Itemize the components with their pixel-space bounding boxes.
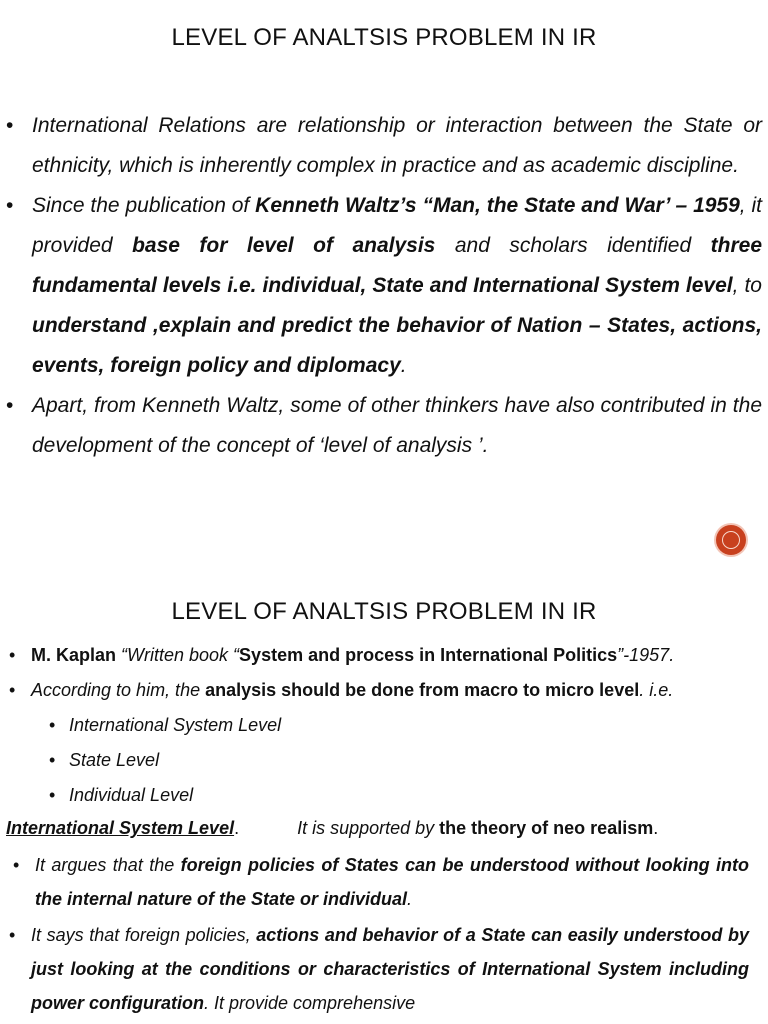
text: . [407,889,413,909]
bold-text: Kenneth Waltz’s “Man, the State and War’ – 1959 [255,194,740,217]
bold-text: M. Kaplan [31,645,117,665]
text: ”-1957. [617,645,675,665]
bullet-other-thinkers: • Apart, from Kenneth Waltz, some of other thinkers have also contributed in the development of the concept of ‘level of analysis ’. [32,386,762,466]
text: . [234,818,240,838]
text: , to [732,274,762,297]
bold-text: foreign policies of States can be understood without looking into the internal nature of the State or individual [35,855,749,909]
bold-text: three fundamental levels i.e. individual, State and International System level [32,234,762,297]
bullet-ir-definition: • International Relations are relationship or interaction between the State or ethnicity, which is inherently complex in practice and as academic discipline. [32,106,762,186]
level-item: • International System Level [69,708,669,742]
text: Since the publication of [32,194,256,217]
bold-text: System and process in International Politics [239,645,618,665]
bold-text: actions and behavior of a State can easily understood by just looking at the conditions or characteristics of International System including power configuration [31,925,750,1013]
text: “Written book “ [116,645,240,665]
level-item: • Individual Level [69,778,669,812]
bold-text: analysis should be done from macro to micro level [205,680,640,700]
text: It is supported by [297,818,440,838]
slide-1-bullets [32,106,762,466]
text: . [653,818,659,838]
bullet-argues [35,848,749,916]
isl-heading: International System Level [6,818,235,838]
text: . i.e. [639,680,674,700]
bold-text: the theory of neo realism [439,818,654,838]
bullet-says [31,918,749,1020]
text: . [400,354,407,377]
slide-1-title: LEVEL OF ANALTSIS PROBLEM IN IR [171,24,597,51]
text: According to him, the [31,680,206,700]
text: and scholars identified [435,234,711,257]
orange-circle-logo-icon [716,525,746,555]
bullet-waltz [32,186,762,386]
bold-text: understand ,explain and predict the behavior of Nation – States, actions, events, foreign policy and diplomacy [32,314,762,377]
level-item: • State Level [69,743,669,777]
bullet-kaplan [31,638,761,672]
text: . It provide comprehensive [204,993,416,1013]
text: It says that foreign policies, [31,925,257,945]
isl-line [6,818,766,839]
text: , it provided [32,194,763,257]
text: It argues that the [35,855,181,875]
slide-2 [0,580,768,1024]
bold-text: base for level of analysis [132,234,436,257]
slide-2-title: LEVEL OF ANALTSIS PROBLEM IN IR [171,598,597,625]
bullet-according [31,673,761,707]
